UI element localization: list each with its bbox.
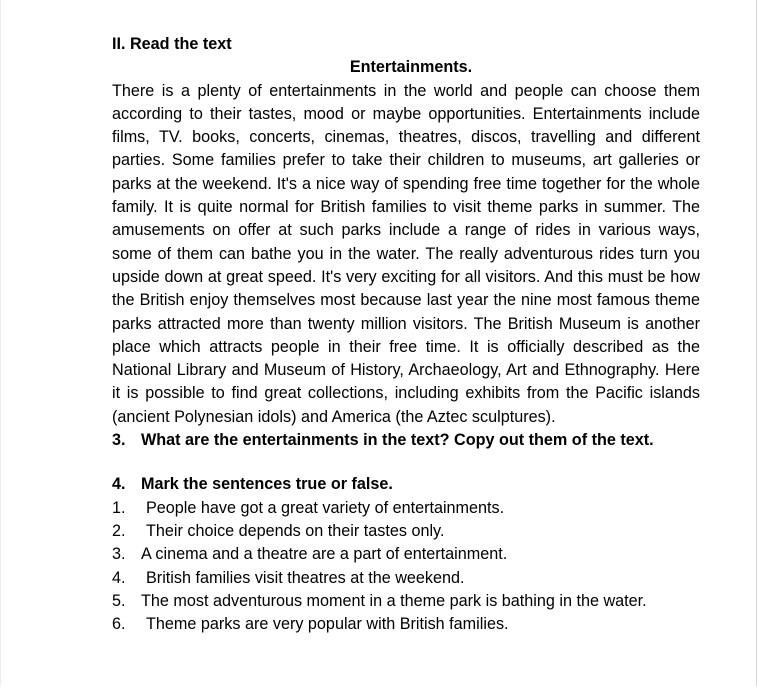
document-page xyxy=(112,33,700,636)
list-item xyxy=(112,613,700,636)
task-4-number: 4. xyxy=(112,475,126,494)
item-number: 2. xyxy=(112,521,126,540)
task-3 xyxy=(112,429,700,452)
task-3-text: What are the entertainments in the text? Copy out them of the text. xyxy=(141,431,654,450)
item-number: 4. xyxy=(112,568,126,587)
list-item xyxy=(112,567,700,590)
item-number: 1. xyxy=(112,498,126,517)
item-text: British families visit theatres at the weekend. xyxy=(146,568,465,587)
task-4-text: Mark the sentences true or false. xyxy=(141,475,393,494)
section-title: II. Read the text xyxy=(112,35,232,53)
item-text: The most adventurous moment in a theme park is bathing in the water. xyxy=(141,591,647,610)
item-text: Theme parks are very popular with British families. xyxy=(146,615,509,634)
spacer xyxy=(112,452,700,473)
text-title: Entertainments. xyxy=(349,58,473,77)
list-item xyxy=(112,543,700,566)
item-number: 3. xyxy=(112,545,126,564)
statement-list xyxy=(112,497,700,637)
item-number: 6. xyxy=(112,615,126,634)
reading-text: There is a plenty of entertainments in the world and people can choose them according to their tastes, mood or maybe opportunities. Entertainments include films, TV. books, concerts, cinemas, theatres, discos, travelling and different parties. Some families prefer to take their children to museums, art galleries or parks at the weekend. It's a nice way of spending free time together for the whole family. It is quite normal for British families to visit theme parks in summer. The amusements on offer at such parks include a range of rides in various ways, some of them can bathe you in the water. The really adventurous rides turn you upside down at great speed. It's very exciting for all visitors. And this must be how the British enjoy themselves most because last year the nine most famous theme parks attracted more than twenty million visitors. The British Museum is another place which attracts people in their free time. It is officially described as the National Library and Museum of History, Archaeology, Art and Ethnography. Here it is possible to find great collections, including exhibits from the Pacific islands (ancient Polynesian idols) and America (the Aztec sculptures). xyxy=(112,81,700,426)
item-text: A cinema and a theatre are a part of entertainment. xyxy=(141,545,508,564)
item-text: Their choice depends on their tastes only. xyxy=(146,521,445,540)
list-item xyxy=(112,520,700,543)
item-text: People have got a great variety of entertainments. xyxy=(146,498,505,517)
item-number: 5. xyxy=(112,591,126,610)
task-4 xyxy=(112,473,700,496)
list-item xyxy=(112,590,700,613)
task-3-number: 3. xyxy=(112,431,126,450)
list-item xyxy=(112,497,700,520)
